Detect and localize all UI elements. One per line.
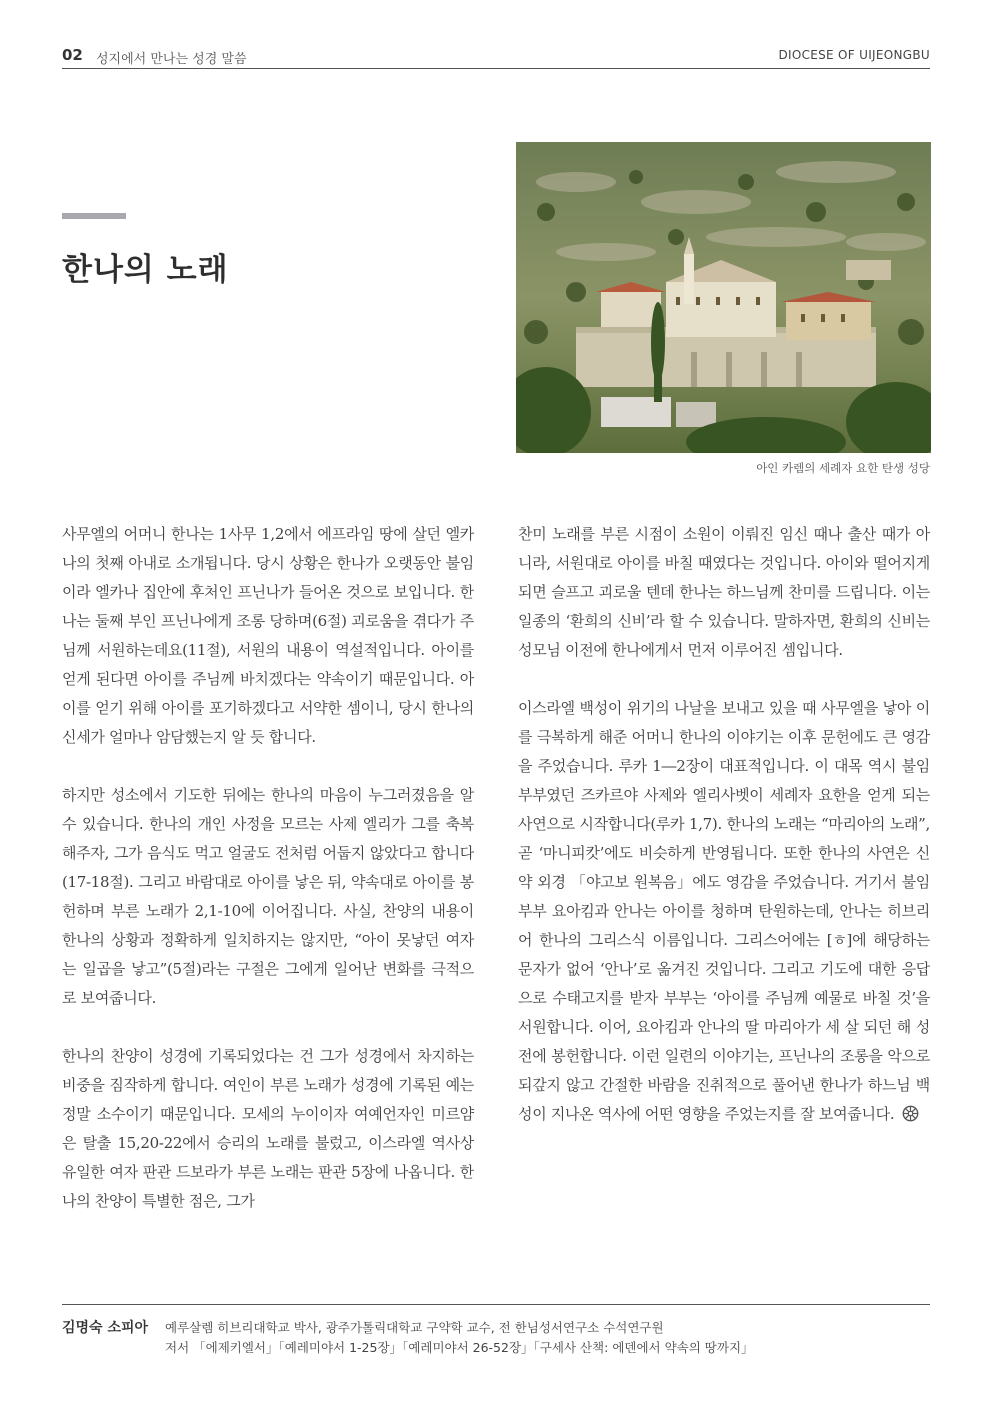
paragraph-text: 이스라엘 백성이 위기의 나날을 보내고 있을 때 사무엘을 낳아 이를 극복하게 해준 어머니 한나의 이야기는 이후 문헌에도 큰 영감을 주었습니다. 루카 1―2장이 대표적입니다. 이 대목 역시 불임 부부였던 즈카르야 사제와 엘리사벳이 세례자 요한을 얻게 되는 사연으로 시작합니다(루카 1,7). 한나의 노래는 “마리아의 노래”, 곧 ‘마니피캇’에도 비슷하게 반영됩니다. 또한 한나의 사연은 신약 외경 「야고보 원복음」에도 영감을 주었습니다. 거기서 불임 부부 요아킴과 안나는 아이를 청하며 탄원하는데, 안나는 히브리어 한나의 그리스식 이름입니다. 그리스어에는 [ㅎ]에 해당하는 문자가 없어 ‘안나’로 옮겨진 것입니다. 그리고 기도에 대한 응답으로 수태고지를 받자 부부는 ‘아이를 주님께 예물로 바칠 것’을 서원합니다. 이어, 요아킴과 안나의 딸 마리아가 세 살 되던 해 성전에 봉헌합니다. 이런 일련의 이야기는, 프닌나의 조롱을 악으로 되갚지 않고 간절한 바람을 진취적으로 풀어낸 한나가 하느님 백성이 지나온 역사에 어떤 영향을 주었는지를 잘 보여줍니다. [518, 699, 930, 1123]
article-column-left [62, 520, 474, 1216]
footer-divider [62, 1304, 930, 1305]
author-name: 김명숙 소피아 [62, 1320, 149, 1336]
paragraph-final [518, 694, 930, 1129]
section-title: 성지에서 만나는 성경 말씀 [96, 52, 247, 67]
photo-caption: 아인 카렘의 세례자 요한 탄생 성당 [756, 461, 930, 475]
title-accent-bar [62, 213, 126, 219]
page-number: 02 [62, 46, 83, 64]
paragraph: 한나의 찬양이 성경에 기록되었다는 건 그가 성경에서 차지하는 비중을 짐작하게 합니다. 여인이 부른 노래가 성경에 기록된 예는 정말 소수이기 때문입니다. 모세의 누이이자 여예언자인 미르얌은 탈출 15,20-22에서 승리의 노래를 불렀고, 이스라엘 역사상 유일한 여자 판관 드보라가 부른 노래는 판관 5장에 나옵니다. 한나의 찬양이 특별한 점은, 그가 [62, 1047, 474, 1210]
article-column-right [518, 520, 930, 1129]
church-photo [516, 142, 931, 453]
author-credentials: 예루살렘 히브리대학교 박사, 광주가톨릭대학교 구약학 교수, 전 한님성서연구소 수석연구원 [165, 1320, 664, 1335]
article-title: 한나의 노래 [62, 252, 229, 288]
paragraph: 찬미 노래를 부른 시점이 소원이 이뤄진 임신 때나 출산 때가 아니라, 서원대로 아이를 바칠 때였다는 것입니다. 아이와 떨어지게 되면 슬프고 괴로울 텐데 한나는 하느님께 찬미를 드립니다. 이는 일종의 ‘환희의 신비’라 할 수 있습니다. 말하자면, 환희의 신비는 성모님 이전에 한나에게서 먼저 이루어진 셈입니다. [518, 525, 930, 659]
author-bio [165, 1318, 754, 1358]
publisher-name: DIOCESE OF UIJEONGBU [778, 48, 930, 62]
page-header [62, 44, 930, 69]
author-publications: 저서 「에제키엘서」「예레미야서 1-25장」「예레미야서 26-52장」「구세사 산책: 에덴에서 약속의 땅까지」 [165, 1340, 754, 1355]
paragraph: 사무엘의 어머니 한나는 1사무 1,2에서 에프라임 땅에 살던 엘카나의 첫째 아내로 소개됩니다. 당시 상황은 한나가 오랫동안 불임이라 엘카나 집안에 후처인 프닌나가 들어온 것으로 보입니다. 한나는 둘째 부인 프닌나에게 조롱 당하며(6절) 괴로움을 겪다가 주님께 서원하는데요(11절), 서원의 내용이 역설적입니다. 아이를 얻게 된다면 아이를 주님께 바치겠다는 약속이기 때문입니다. 아이를 얻기 위해 아이를 포기하겠다고 서약한 셈이니, 당시 한나의 신세가 얼마나 암담했는지 알 듯 합니다. [62, 525, 474, 746]
paragraph: 하지만 성소에서 기도한 뒤에는 한나의 마음이 누그러졌음을 알 수 있습니다. 한나의 개인 사정을 모르는 사제 엘리가 그를 축복해주자, 그가 음식도 먹고 얼굴도 전처럼 어둡지 않았다고 합니다(17-18절). 그리고 바람대로 아이를 낳은 뒤, 약속대로 아이를 봉헌하며 부른 노래가 2,1-10에 이어집니다. 사실, 찬양의 내용이 한나의 상황과 정확하게 일치하지는 않지만, “아이 못낳던 여자는 일곱을 낳고”(5절)라는 구절은 그에게 일어난 변화를 극적으로 보여줍니다. [62, 786, 474, 1007]
end-of-article-icon [902, 1105, 919, 1122]
